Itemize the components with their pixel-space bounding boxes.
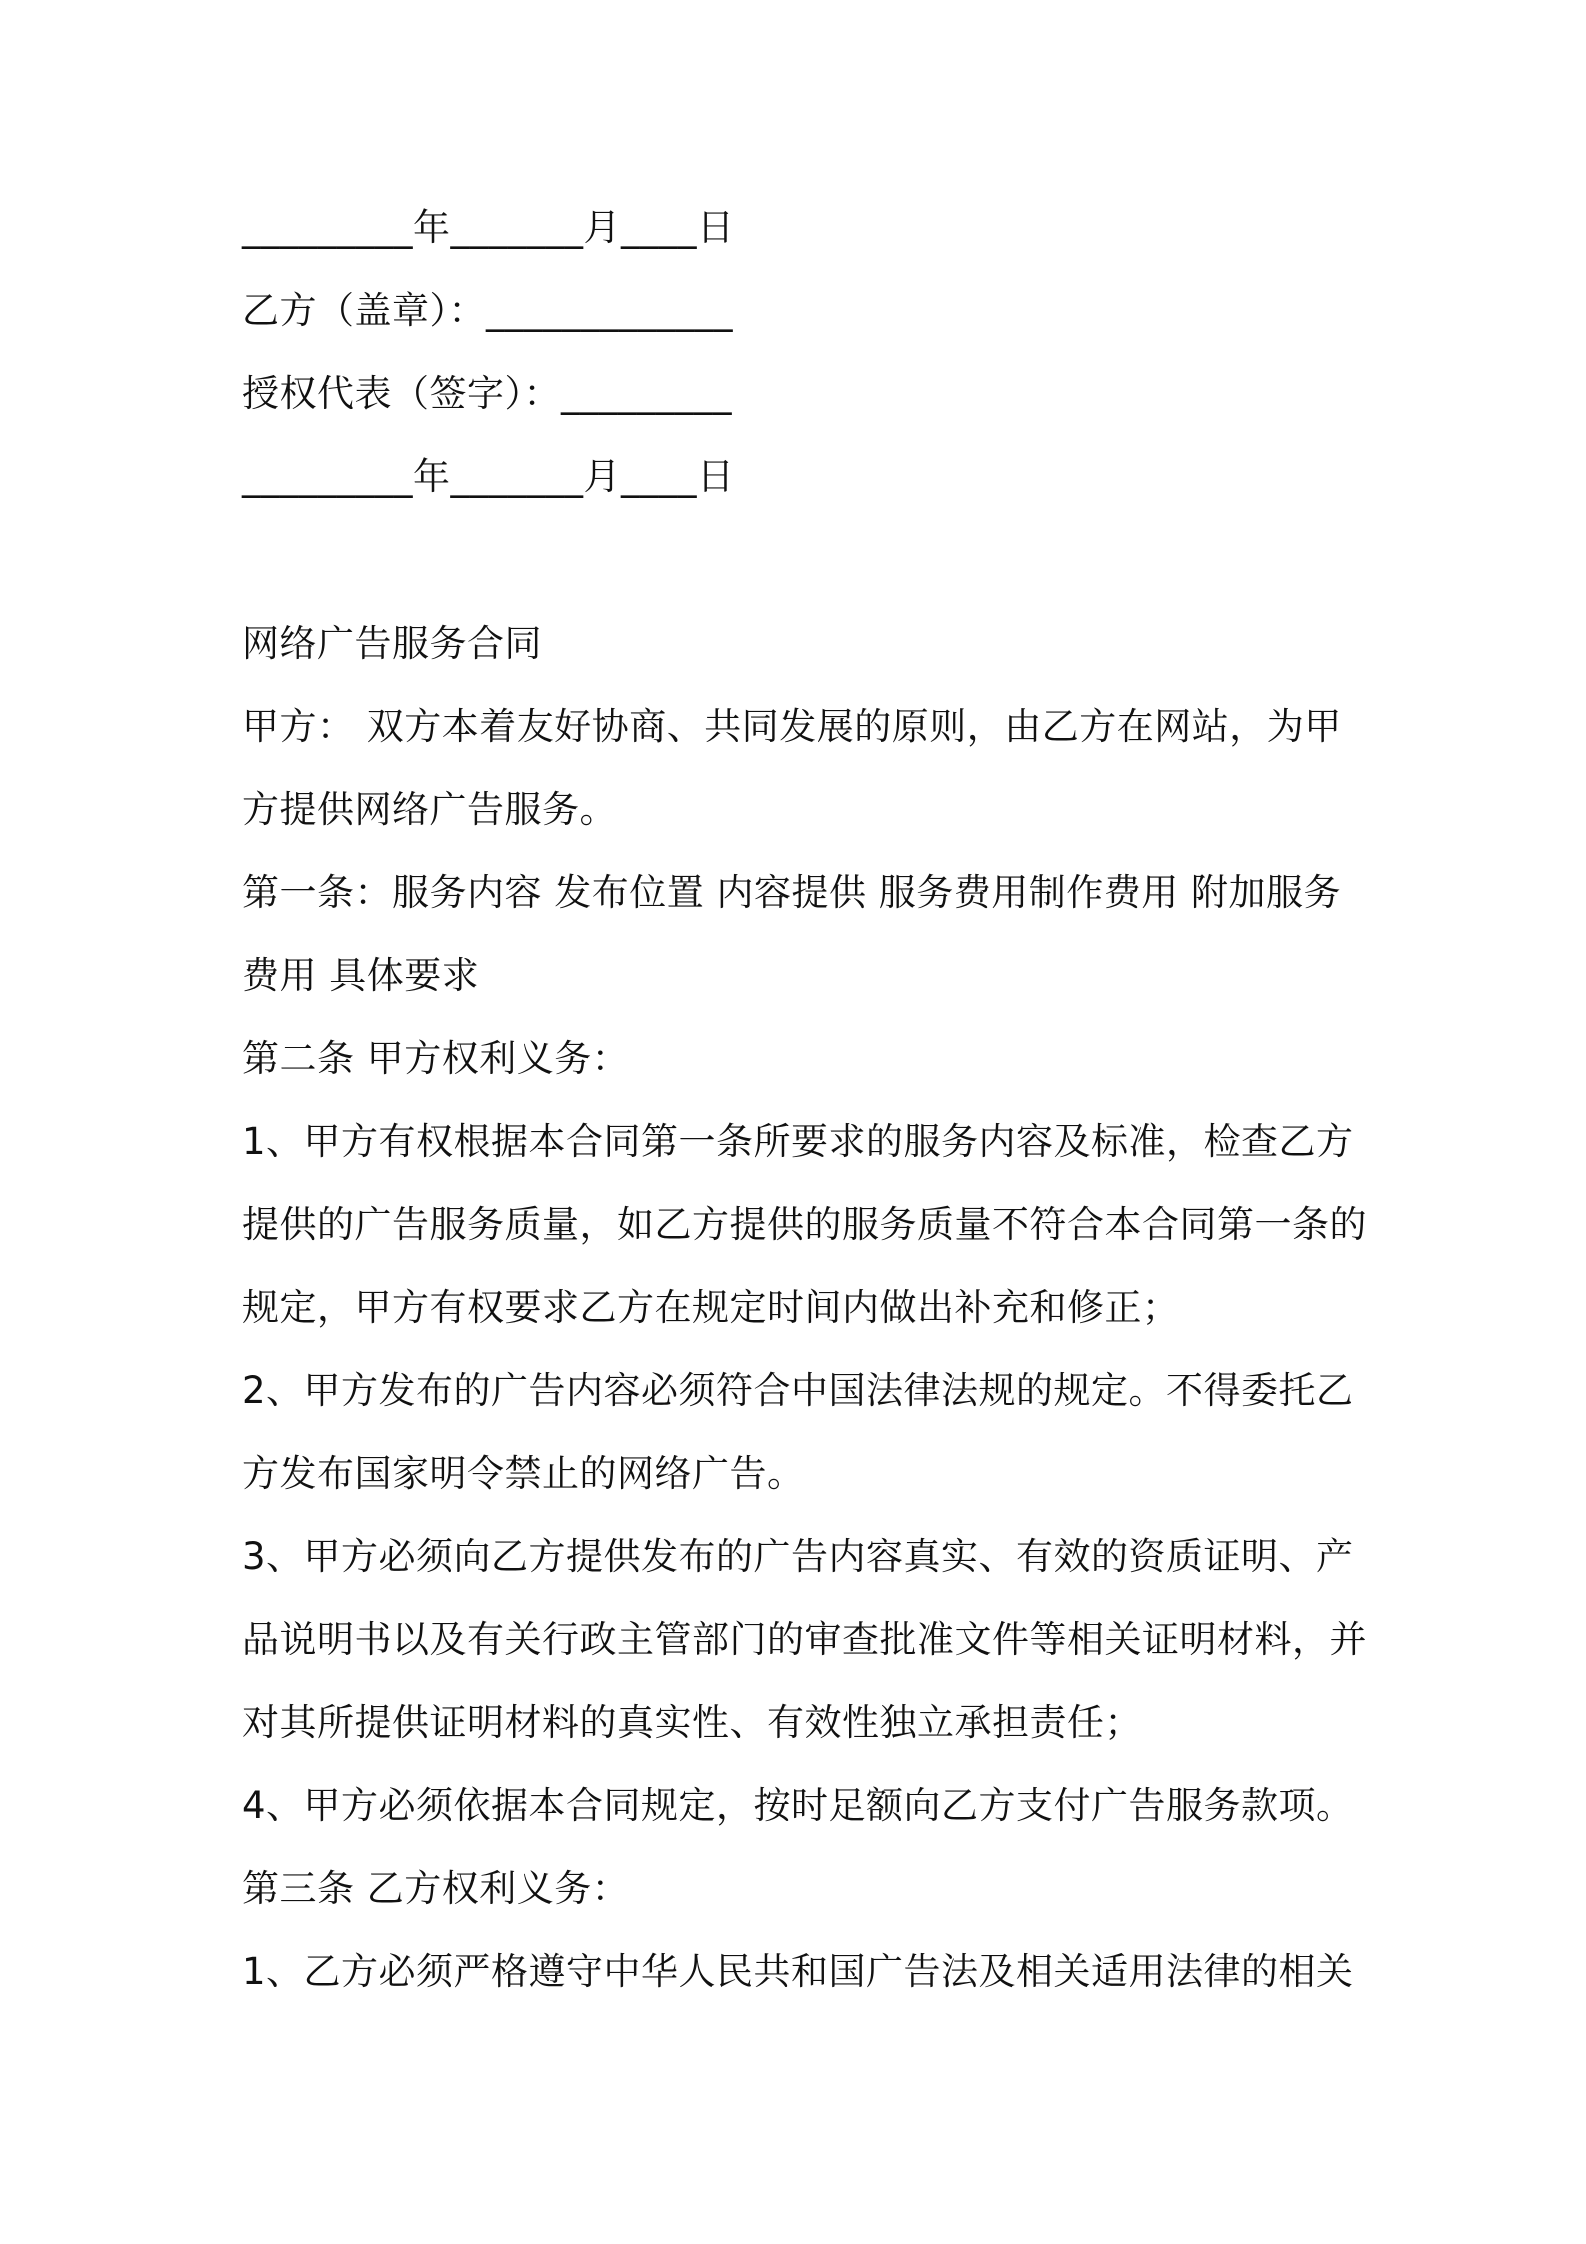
paragraph-intro: [242, 699, 1362, 865]
date-line-2: _________年_______月____日: [242, 455, 735, 498]
article-2-item-3: [242, 1529, 1367, 1778]
text-line: 第三条 乙方权利义务：: [242, 1867, 630, 1910]
text-line: 第二条 甲方权利义务：: [242, 1037, 630, 1080]
text-line: 2、甲方发布的广告内容必须符合中国法律法规的规定。不得委托乙: [242, 1369, 1354, 1412]
article-2-heading: [242, 1031, 1362, 1114]
text-line: 方提供网络广告服务。: [242, 788, 617, 831]
article-2-item-1: [242, 1114, 1367, 1363]
text-line: 费用 具体要求: [242, 954, 480, 997]
article-2-item-4: [242, 1778, 1362, 1861]
article-1: [242, 865, 1362, 1031]
contract-title: 网络广告服务合同: [242, 622, 542, 665]
date-line-1: _________年_______月____日: [242, 206, 735, 249]
text-line: 品说明书以及有关行政主管部门的审查批准文件等相关证明材料，并: [242, 1618, 1367, 1661]
article-2-item-2: [242, 1363, 1362, 1529]
text-line: 1、甲方有权根据本合同第一条所要求的服务内容及标准，检查乙方: [242, 1120, 1354, 1163]
document-body: [242, 200, 1367, 2027]
text-line: 规定，甲方有权要求乙方在规定时间内做出补充和修正；: [242, 1286, 1180, 1329]
text-line: 对其所提供证明材料的真实性、有效性独立承担责任；: [242, 1701, 1142, 1744]
authorized-rep-signature-line: 授权代表（签字）：_________: [242, 372, 732, 415]
text-line: 第一条：服务内容 发布位置 内容提供 服务费用制作费用 附加服务: [242, 871, 1342, 914]
text-line: 4、甲方必须依据本合同规定，按时足额向乙方支付广告服务款项。: [242, 1784, 1354, 1827]
text-line: 提供的广告服务质量，如乙方提供的服务质量不符合本合同第一条的: [242, 1203, 1367, 1246]
text-line: 1、乙方必须严格遵守中华人民共和国广告法及相关适用法律的相关: [242, 1950, 1354, 1993]
text-line: 方发布国家明令禁止的网络广告。: [242, 1452, 805, 1495]
party-b-seal-line: 乙方（盖章）：_____________: [242, 289, 733, 332]
text-line: 甲方： 双方本着友好协商、共同发展的原则，由乙方在网站，为甲: [242, 705, 1342, 748]
article-3-item-1: [242, 1944, 1362, 2027]
article-3-heading: [242, 1861, 1362, 1944]
text-line: 3、甲方必须向乙方提供发布的广告内容真实、有效的资质证明、产: [242, 1535, 1354, 1578]
